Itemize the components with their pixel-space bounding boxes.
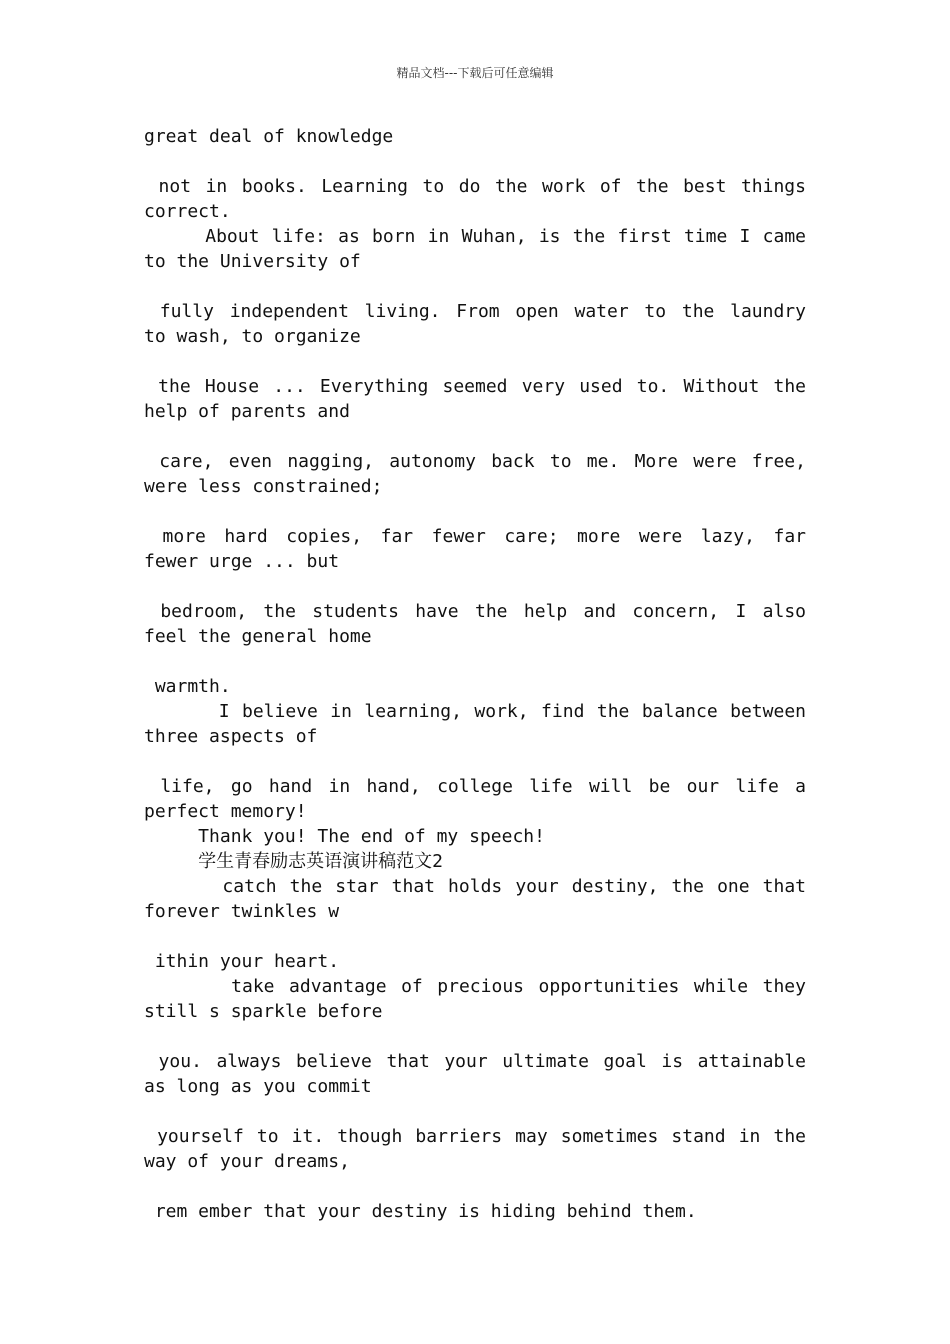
text-line: life, go hand in hand, college life will be our life a <box>144 776 806 797</box>
blank-line <box>144 149 806 174</box>
document-body <box>144 124 806 1224</box>
text-line: warmth. <box>144 676 231 697</box>
text-line: Thank you! The end of my speech! <box>144 826 545 847</box>
text-line: fewer urge ... but <box>144 551 340 572</box>
section-heading: 学生青春励志英语演讲稿范文2 <box>144 851 444 872</box>
text-line: great deal of knowledge <box>144 126 394 147</box>
blank-line <box>144 924 806 949</box>
text-line: care, even nagging, autonomy back to me. More were free, <box>144 451 806 472</box>
text-line: to wash, to organize <box>144 326 361 347</box>
text-line: yourself to it. though barriers may sometimes stand in the <box>144 1126 806 1147</box>
text-line: rem ember that your destiny is hiding behind them. <box>144 1201 697 1222</box>
blank-line <box>144 749 806 774</box>
text-line: fully independent living. From open water to the laundry <box>144 301 806 322</box>
text-line: ithin your heart. <box>144 951 340 972</box>
text-line: About life: as born in Wuhan, is the first time I came <box>144 226 806 247</box>
blank-line <box>144 499 806 524</box>
text-line: three aspects of <box>144 726 318 747</box>
blank-line <box>144 1099 806 1124</box>
text-line: forever twinkles w <box>144 901 340 922</box>
text-line: not in books. Learning to do the work of the best things <box>144 176 806 197</box>
text-line: as long as you commit <box>144 1076 372 1097</box>
text-line: perfect memory! <box>144 801 307 822</box>
text-line: correct. <box>144 201 231 222</box>
text-line: were less constrained; <box>144 476 383 497</box>
blank-line <box>144 349 806 374</box>
text-line: the House ... Everything seemed very used to. Without the <box>144 376 806 397</box>
text-line: way of your dreams, <box>144 1151 350 1172</box>
blank-line <box>144 1024 806 1049</box>
blank-line <box>144 274 806 299</box>
blank-line <box>144 1174 806 1199</box>
text-line: to the University of <box>144 251 361 272</box>
text-line: catch the star that holds your destiny, the one that <box>144 876 806 897</box>
text-line: still s sparkle before <box>144 1001 383 1022</box>
text-line: help of parents and <box>144 401 350 422</box>
text-line: bedroom, the students have the help and concern, I also <box>144 601 806 622</box>
text-line: you. always believe that your ultimate goal is attainable <box>144 1051 806 1072</box>
text-line: feel the general home <box>144 626 372 647</box>
blank-line <box>144 574 806 599</box>
page-header: 精品文档---下载后可任意编辑 <box>396 66 554 80</box>
text-line: more hard copies, far fewer care; more were lazy, far <box>144 526 806 547</box>
blank-line <box>144 649 806 674</box>
blank-line <box>144 424 806 449</box>
text-line: take advantage of precious opportunities while they <box>144 976 806 997</box>
text-line: I believe in learning, work, find the balance between <box>144 701 806 722</box>
